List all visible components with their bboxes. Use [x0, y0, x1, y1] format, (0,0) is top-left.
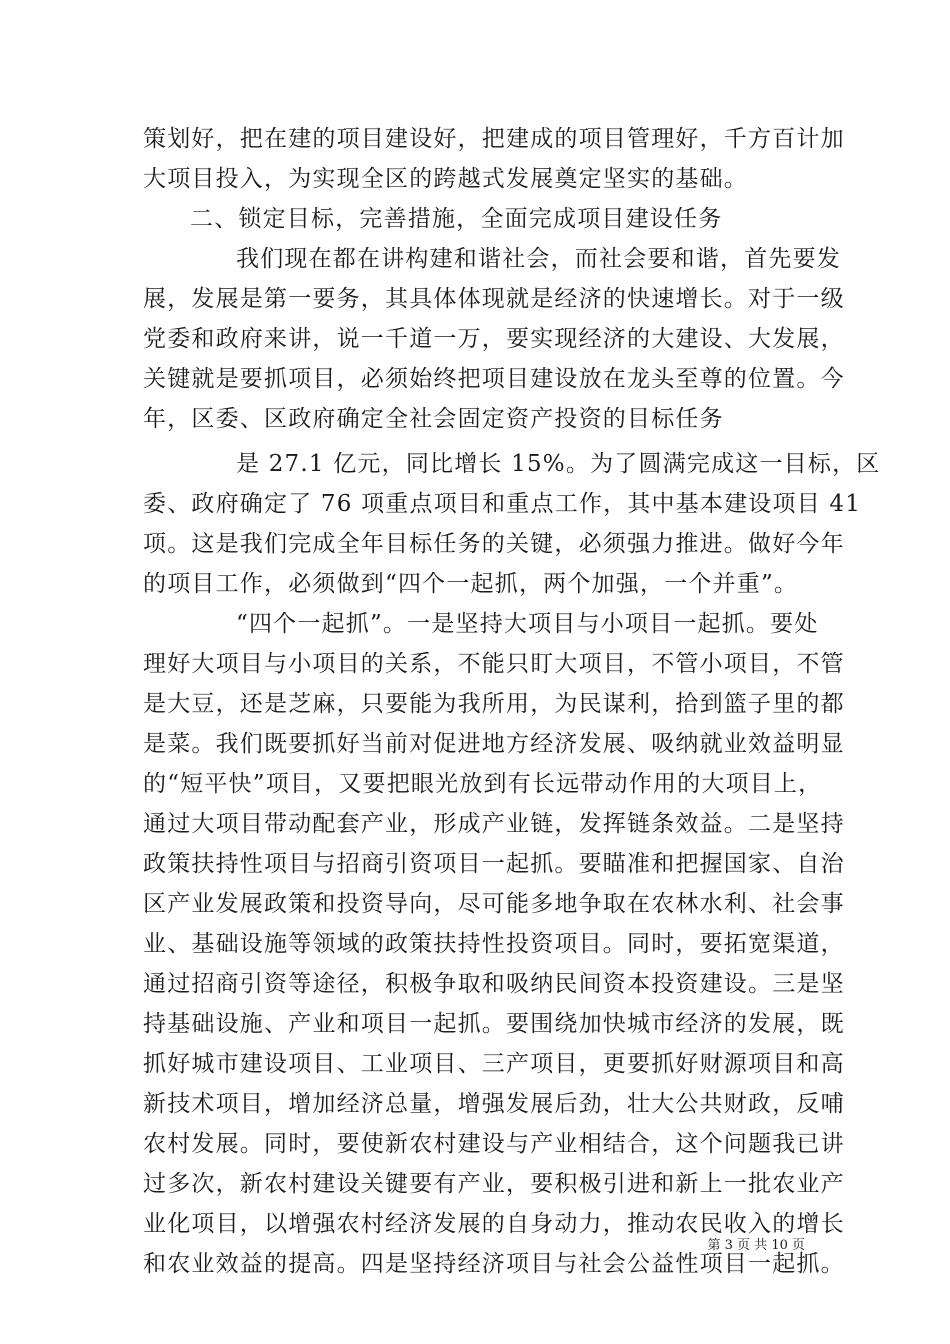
text-line: 展，发展是第一要务，其具体体现就是经济的快速增长。对于一级	[143, 286, 845, 312]
text-line: 通过大项目带动配套产业，形成产业链，发挥链条效益。二是坚持	[143, 811, 845, 837]
text-line: 我们现在都在讲构建和谐社会，而社会要和谐，首先要发	[236, 246, 841, 272]
text-line: 政策扶持性项目与招商引资项目一起抓。要瞄准和把握国家、自治	[143, 851, 845, 877]
text-line: 委、政府确定了 76 项重点项目和重点工作，其中基本建设项目 41	[143, 491, 862, 517]
text-line: 的项目工作，必须做到“四个一起抓，两个加强，一个并重”。	[143, 571, 799, 597]
text-line: 策划好，把在建的项目建设好，把建成的项目管理好，千方百计加	[143, 126, 845, 152]
text-line: 是 27.1 亿元，同比增长 15%。为了圆满完成这一目标，区	[236, 451, 881, 477]
text-line: 新技术项目，增加经济总量，增强发展后劲，壮大公共财政，反哺	[143, 1091, 845, 1117]
text-line: 业、基础设施等领域的政策扶持性投资项目。同时，要拓宽渠道，	[143, 931, 845, 957]
text-line: 是菜。我们既要抓好当前对促进地方经济发展、吸纳就业效益明显	[143, 731, 845, 757]
text-line: “四个一起抓”。一是坚持大项目与小项目一起抓。要处	[236, 611, 819, 637]
page-number-footer: 第 3 页 共 10 页	[707, 1238, 805, 1253]
text-line: 理好大项目与小项目的关系，不能只盯大项目，不管小项目，不管	[143, 651, 845, 677]
text-line: 党委和政府来讲，说一千道一万，要实现经济的大建设、大发展，	[143, 326, 845, 352]
text-line: 持基础设施、产业和项目一起抓。要围绕加快城市经济的发展，既	[143, 1011, 845, 1037]
text-line: 大项目投入，为实现全区的跨越式发展奠定坚实的基础。	[143, 166, 748, 192]
text-line: 区产业发展政策和投资导向，尽可能多地争取在农林水利、社会事	[143, 891, 845, 917]
text-line: 年，区委、区政府确定全社会固定资产投资的目标任务	[143, 406, 724, 432]
text-line: 的“短平快”项目，又要把眼光放到有长远带动作用的大项目上，	[143, 771, 823, 797]
text-line: 和农业效益的提高。四是坚持经济项目与社会公益性项目一起抓。	[143, 1251, 845, 1277]
text-line: 关键就是要抓项目，必须始终把项目建设放在龙头至尊的位置。今	[143, 366, 845, 392]
text-line: 通过招商引资等途径，积极争取和吸纳民间资本投资建设。三是坚	[143, 971, 845, 997]
text-line: 项。这是我们完成全年目标任务的关键，必须强力推进。做好今年	[143, 531, 845, 557]
section-heading: 二、锁定目标，完善措施，全面完成项目建设任务	[190, 206, 723, 232]
text-line: 业化项目，以增强农村经济发展的自身动力，推动农民收入的增长	[143, 1211, 845, 1237]
text-line: 是大豆，还是芝麻，只要能为我所用，为民谋利，拾到篮子里的都	[143, 691, 845, 717]
text-line: 农村发展。同时，要使新农村建设与产业相结合，这个问题我已讲	[143, 1131, 845, 1157]
text-line: 过多次，新农村建设关键要有产业，要积极引进和新上一批农业产	[143, 1171, 845, 1197]
text-line: 抓好城市建设项目、工业项目、三产项目，更要抓好财源项目和高	[143, 1051, 845, 1077]
